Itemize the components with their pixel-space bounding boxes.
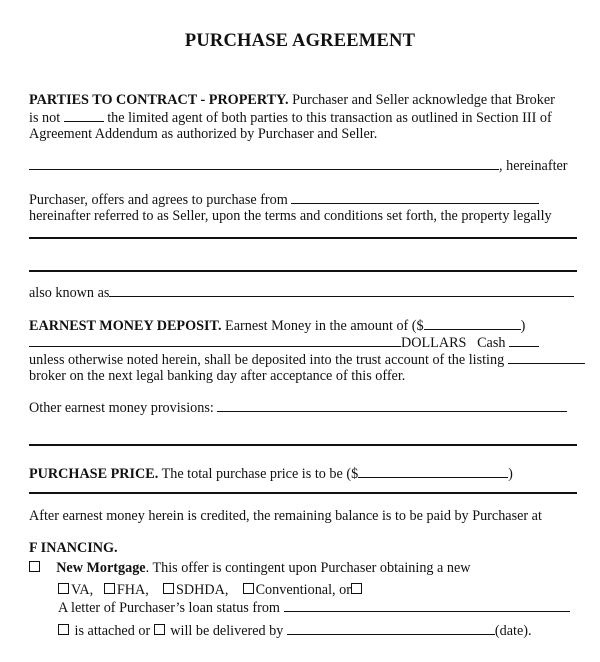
sdhda-checkbox[interactable] bbox=[163, 583, 174, 594]
purchaser-name-field[interactable] bbox=[29, 157, 499, 170]
fha-checkbox[interactable] bbox=[104, 583, 115, 594]
earnest-words-field[interactable] bbox=[29, 334, 401, 347]
conventional-checkbox[interactable] bbox=[243, 583, 254, 594]
balance-line: After earnest money herein is credited, the remaining balance is to be paid by Purchaser at bbox=[29, 508, 542, 524]
price-line-1 bbox=[29, 465, 513, 482]
parties-text-1: Purchaser and Seller acknowledge that Broker bbox=[292, 92, 555, 108]
earnest-paren-close: ) bbox=[520, 318, 526, 334]
offers-text: Purchaser, offers and agrees to purchase from bbox=[29, 192, 288, 208]
other-earnest-line bbox=[29, 399, 567, 416]
fha-label: FHA, bbox=[116, 582, 149, 598]
parties-line-2 bbox=[29, 109, 552, 126]
legal-description-line-1[interactable] bbox=[29, 237, 577, 239]
other-earnest-line-2[interactable] bbox=[29, 444, 577, 446]
aka-text: also known as bbox=[29, 285, 110, 301]
new-mortgage-line bbox=[29, 560, 471, 576]
other-loan-checkbox[interactable] bbox=[351, 583, 362, 594]
price-words-line[interactable] bbox=[29, 492, 577, 494]
cash-text: Cash bbox=[477, 335, 506, 351]
purchaser-name-line bbox=[29, 157, 568, 174]
loan-status-text: A letter of Purchaser’s loan status from bbox=[58, 600, 280, 616]
loan-type-line bbox=[58, 582, 364, 598]
price-text-1: The total purchase price is to be ($ bbox=[161, 466, 359, 482]
earnest-line-4: broker on the next legal banking day after acceptance of this offer. bbox=[29, 368, 406, 384]
new-mortgage-text: . This offer is contingent upon Purchaser obtaining a new bbox=[145, 560, 471, 576]
delivery-date-field[interactable] bbox=[287, 622, 495, 635]
dollars-text: DOLLARS bbox=[401, 335, 467, 351]
parties-text-2a: is not bbox=[29, 110, 61, 126]
aka-field[interactable] bbox=[109, 284, 574, 297]
earnest-line-1 bbox=[29, 317, 525, 334]
conventional-label: Conventional, or bbox=[255, 582, 351, 598]
seller-line: hereinafter referred to as Seller, upon the terms and conditions set forth, the property legally bbox=[29, 208, 552, 224]
price-paren-close: ) bbox=[508, 466, 513, 482]
page-title: PURCHASE AGREEMENT bbox=[184, 31, 416, 51]
sdhda-label: SDHDA, bbox=[175, 582, 229, 598]
va-checkbox[interactable] bbox=[58, 583, 69, 594]
va-label: VA, bbox=[71, 582, 94, 598]
attached-text: is attached or bbox=[74, 623, 151, 639]
new-mortgage-label: New Mortgage bbox=[56, 560, 146, 576]
broker-not-field[interactable] bbox=[64, 109, 104, 122]
parties-line-3: Agreement Addendum as authorized by Purchaser and Seller. bbox=[29, 126, 378, 142]
earnest-heading: EARNEST MONEY DEPOSIT. bbox=[29, 318, 222, 334]
earnest-text-3: unless otherwise noted herein, shall be deposited into the trust account of the listing bbox=[29, 352, 505, 368]
offers-line bbox=[29, 191, 539, 208]
new-mortgage-checkbox[interactable] bbox=[29, 561, 40, 572]
attached-checkbox[interactable] bbox=[58, 624, 69, 635]
price-heading: PURCHASE PRICE. bbox=[29, 466, 159, 482]
hereinafter-text: , hereinafter bbox=[499, 158, 568, 174]
also-known-line bbox=[29, 284, 574, 301]
seller-name-field[interactable] bbox=[291, 191, 539, 204]
financing-heading: F INANCING. bbox=[29, 540, 118, 556]
price-amount-field[interactable] bbox=[358, 465, 508, 478]
loan-status-field[interactable] bbox=[284, 599, 570, 612]
earnest-amount-field[interactable] bbox=[424, 317, 521, 330]
earnest-line-2 bbox=[29, 334, 539, 351]
other-earnest-text: Other earnest money provisions: bbox=[29, 400, 214, 416]
loan-status-line bbox=[58, 599, 570, 616]
earnest-text-1: Earnest Money in the amount of ($ bbox=[225, 318, 424, 334]
cash-field[interactable] bbox=[509, 334, 539, 347]
other-earnest-field[interactable] bbox=[217, 399, 567, 412]
listing-broker-field[interactable] bbox=[508, 351, 585, 364]
earnest-line-3 bbox=[29, 351, 585, 368]
parties-text-2b: the limited agent of both parties to this transaction as outlined in Section III of bbox=[107, 110, 552, 126]
delivered-text: will be delivered by bbox=[170, 623, 284, 639]
legal-description-line-2[interactable] bbox=[29, 270, 577, 272]
parties-line-1 bbox=[29, 92, 555, 108]
delivered-checkbox[interactable] bbox=[154, 624, 165, 635]
date-text: (date). bbox=[494, 623, 532, 639]
attached-line bbox=[58, 622, 532, 639]
parties-heading: PARTIES TO CONTRACT - PROPERTY. bbox=[29, 92, 289, 108]
